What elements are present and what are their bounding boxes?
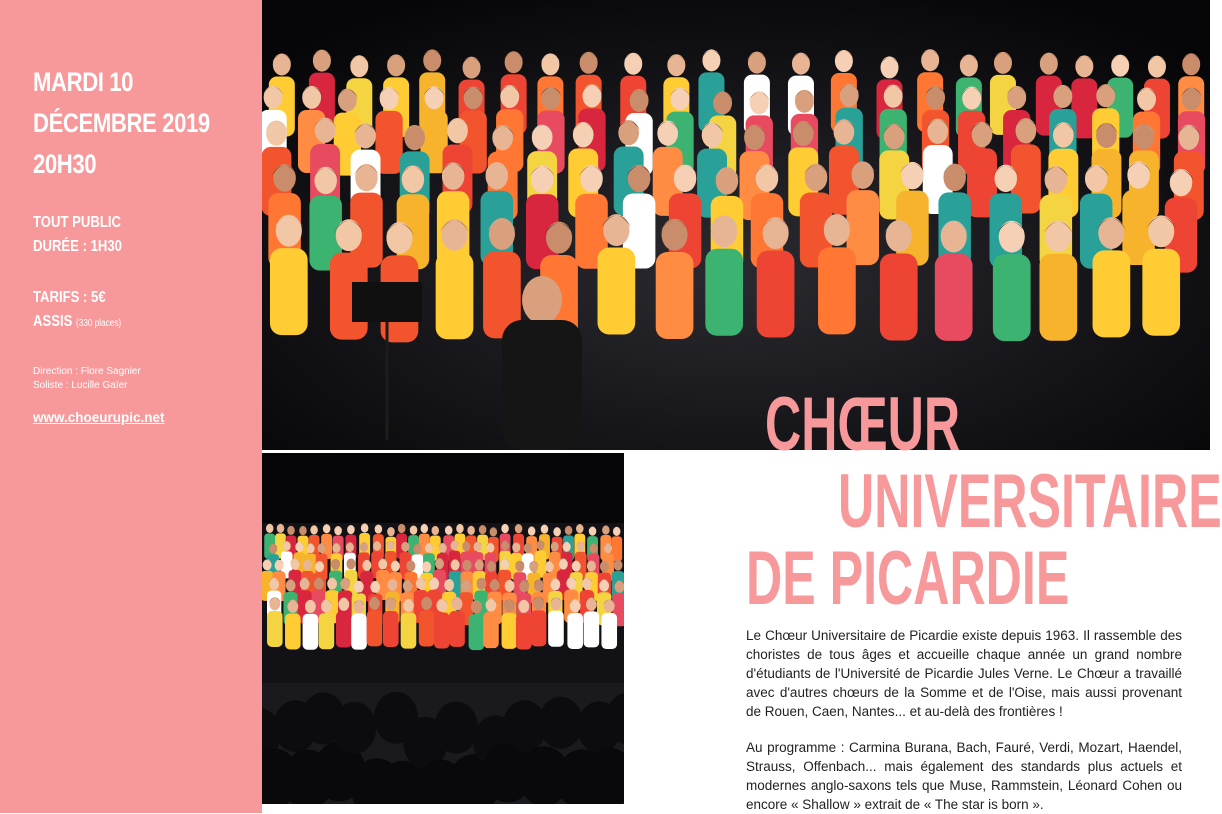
- seating: [33, 310, 121, 336]
- event-time: 20H30: [33, 149, 97, 179]
- event-date: [33, 62, 210, 185]
- price: TARIFS : 5€: [33, 289, 106, 306]
- date-line-1: MARDI 10: [33, 67, 134, 97]
- website-link[interactable]: www.choeurupic.net: [33, 410, 165, 425]
- event-info-panel: [0, 0, 262, 813]
- title-line-2: UNIVERSITAIRE: [838, 459, 1222, 544]
- program-paragraph: Au programme : Carmina Burana, Bach, Fauré, Verdi, Mozart, Haendel, Strauss, Offenbach... mais également des standards plus actuels et modernes anglo-saxons tels que Muse, Rammstein, Léonard Cohen ou encore « Shallow » extrait de « The star is born ».: [746, 740, 1182, 812]
- pricing-seating: [33, 286, 121, 336]
- credits: [33, 365, 141, 393]
- description-paragraph: Le Chœur Universitaire de Picardie existe depuis 1963. Il rassemble des choristes de tous âges et accueille chaque année un grand nombre d'étudiants de l'Université de Picardie Jules Verne. Le Chœur a travaillé avec d'autres chœurs de la Somme et de l'Oise, mais aussi provenant de Rouen, Caen, Nantes... et au-delà des frontières !: [746, 628, 1182, 719]
- audience: TOUT PUBLIC: [33, 214, 121, 231]
- audience-duration: [33, 211, 122, 259]
- choir-photo-wide: [262, 453, 624, 804]
- choir-photo-wide-image: [262, 453, 624, 804]
- date-line-2: DÉCEMBRE 2019: [33, 108, 210, 138]
- duration: DURÉE : 1H30: [33, 238, 122, 255]
- choir-photo-main-image: [262, 0, 1210, 450]
- seating-label: ASSIS: [33, 313, 73, 330]
- direction-credit: Direction : Flore Sagnier: [33, 366, 141, 377]
- choir-photo-main: [262, 0, 1210, 450]
- soloist-credit: Soliste : Lucille Gaïer: [33, 380, 128, 391]
- title-line-1: CHŒUR: [765, 382, 961, 467]
- title-line-3: DE PICARDIE: [746, 536, 1070, 621]
- seating-capacity: (330 places): [76, 318, 122, 329]
